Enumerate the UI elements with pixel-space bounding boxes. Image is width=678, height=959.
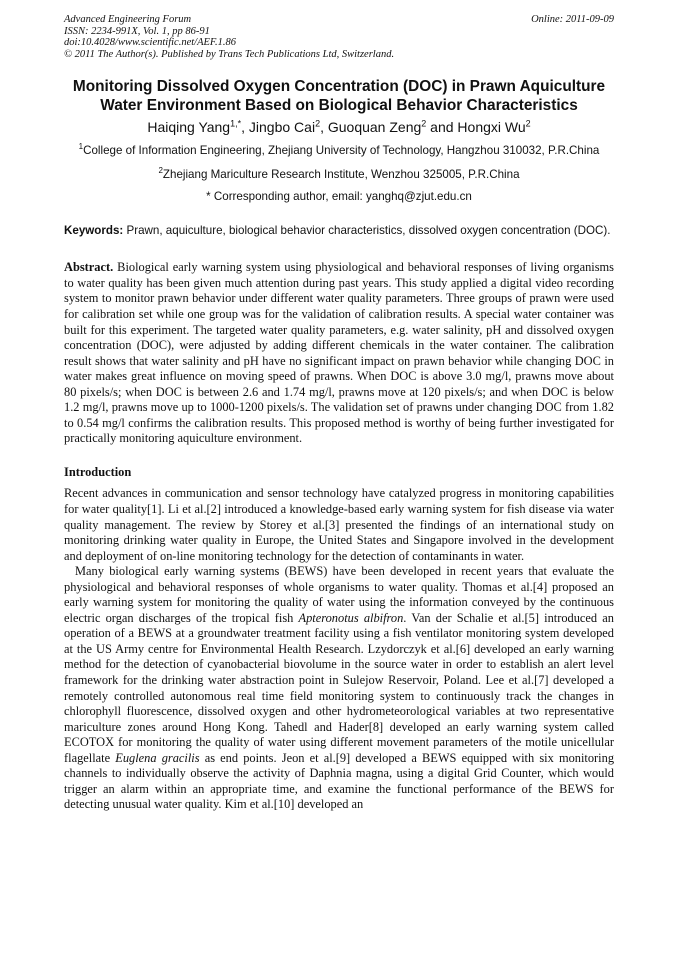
paragraph-text: . Van der Schalie et al.[5] introduced an operation of a BEWS at a groundwater treatment facility using a fish ventilator monitoring system developed at the US Army centre for Environmental Health Research. Lzydorczyk et al.[6] developed an early warning method for the detection of cyanobacterial biovolume in the source water in order to establish an alert level framework for the drinking water abstraction point in Sulejow Reservoir, Poland. Lee et al.[7] developed a remotely controlled autonomous real time field monitoring system to continuously track the changes in chlorophyll fluorescence, dissolved oxygen and other hydrometeorological variables at two representative mariculture zones around Hong Kong. Tahedl and Hader[8] developed an early warning system called ECOTOX for monitoring the quality of water using different movement parameters of the motile unicellular flagellate (64, 610, 614, 765)
journal-name: Advanced Engineering Forum (64, 14, 192, 25)
author-2: Jingbo Cai (248, 119, 316, 136)
affiliation-1 (64, 143, 614, 159)
journal-header (64, 14, 614, 60)
affiliation-2 (64, 167, 614, 183)
species-name: Apteronotus albifron (298, 610, 404, 625)
author-separator: and (426, 119, 458, 136)
paragraph (64, 564, 614, 813)
author-1: Haiqing Yang (147, 119, 231, 136)
affiliation-2-marker: 2 (158, 166, 163, 176)
corresponding-author: * Corresponding author, email: yanghq@zjut.edu.cn (206, 190, 472, 204)
author-4: Hongxi Wu (457, 119, 526, 136)
journal-copyright: © 2011 The Author(s). Published by Trans Tech Publications Ltd, Switzerland. (64, 48, 395, 60)
affiliation-1-marker: 1 (78, 142, 84, 152)
journal-doi: doi:10.4028/www.scientific.net/AEF.1.86 (64, 37, 236, 49)
keywords (64, 223, 614, 239)
keywords-label: Keywords: (64, 223, 124, 237)
abstract-label: Abstract. (64, 260, 114, 275)
paragraph-text: Many biological early warning systems (BEWS) have been developed in recent years that evaluate the physiological and behavioral responses of whole organisms to water quality. Thomas et al.[4] proposed an early warning system for monitoring the quality of water using the information conveyed by the continuous electric organ discharges of the tropical fish (64, 564, 614, 625)
author-separator: , (320, 119, 328, 136)
author-2-affil: 2 (315, 118, 321, 129)
author-4-affil: 2 (525, 118, 531, 129)
abstract (64, 260, 614, 447)
paper-title (64, 78, 614, 115)
author-separator: , (241, 119, 249, 136)
author-3-affil: 2 (421, 118, 427, 129)
paragraph-text: as end points. Jeon et al.[9] developed a BEWS equipped with six monitoring channels to individually observe the activity of Daphnia magna, using a digital Grid Counter, which would trigger an alarm within an appropriate time, and examine the functional performance of the BEWS for detecting unusual water quality. Kim et al.[10] developed an (64, 750, 615, 812)
species-name: Euglena gracilis (115, 750, 200, 765)
author-list (64, 117, 614, 137)
section-heading-introduction: Introduction (64, 464, 132, 479)
journal-issn: ISSN: 2234-991X, Vol. 1, pp 86-91 (64, 25, 210, 37)
title-line-1: Monitoring Dissolved Oxygen Concentration (DOC) in Prawn Aquiculture (72, 78, 606, 96)
affiliation-1-text: College of Information Engineering, Zhejiang University of Technology, Hangzhou 310032, P.R.China (83, 144, 600, 158)
author-3: Guoquan Zeng (327, 119, 422, 136)
abstract-text: Biological early warning system using physiological and behavioral responses of living organisms to water quality has been given much attention during past years. This study applied a digital video recording system to monitor prawn behavior under different water quality parameters. Three groups of prawn were used for calibration set while one group was for the validation of calibration results. A special water container was built for this experiment. The targeted water quality parameters, e.g. water salinity, pH and dissolved oxygen concentration (DOC), were adjusted by adding different chemicals in the water container. The calibration result shows that water salinity and pH have no significant impact on prawn behavior while changing DOC in water makes great influence on moving speed of prawns. When DOC is above 3.0 mg/l, prawns move about 80 pixels/s; when DOC is between 2.6 and 1.74 mg/l, prawns move at 120 pixels/s; and when DOC is below 1.2 mg/l, prawns move up to 1000-1200 pixels/s. The validation set of prawns under changing DOC from 1.82 to 0.54 mg/l confirms the calibration results. This proposed method is worthy of being further investigated for practically monitoring aquiculture environment. (64, 260, 614, 446)
title-line-2: Water Environment Based on Biological Behavior Characteristics (100, 96, 578, 114)
paragraph: Recent advances in communication and sensor technology have catalyzed progress in monitoring capabilities for water quality[1]. Li et al.[2] introduced a knowledge-based early warning system for fish disease via water quality management. The review by Storey et al.[3] presented the findings of an international study on monitoring drinking water quality in Europe, the United States and Singapore involved in the development and deployment of on-line monitoring technology for the detection of contaminants in water. (64, 486, 614, 563)
affiliation-2-text: Zhejiang Mariculture Research Institute, Wenzhou 325005, P.R.China (162, 167, 520, 181)
online-date: Online: 2011-09-09 (531, 14, 614, 25)
keywords-text: Prawn, aquiculture, biological behavior characteristics, dissolved oxygen concentration (DOC). (123, 223, 611, 237)
author-1-affil: 1,* (230, 118, 242, 129)
